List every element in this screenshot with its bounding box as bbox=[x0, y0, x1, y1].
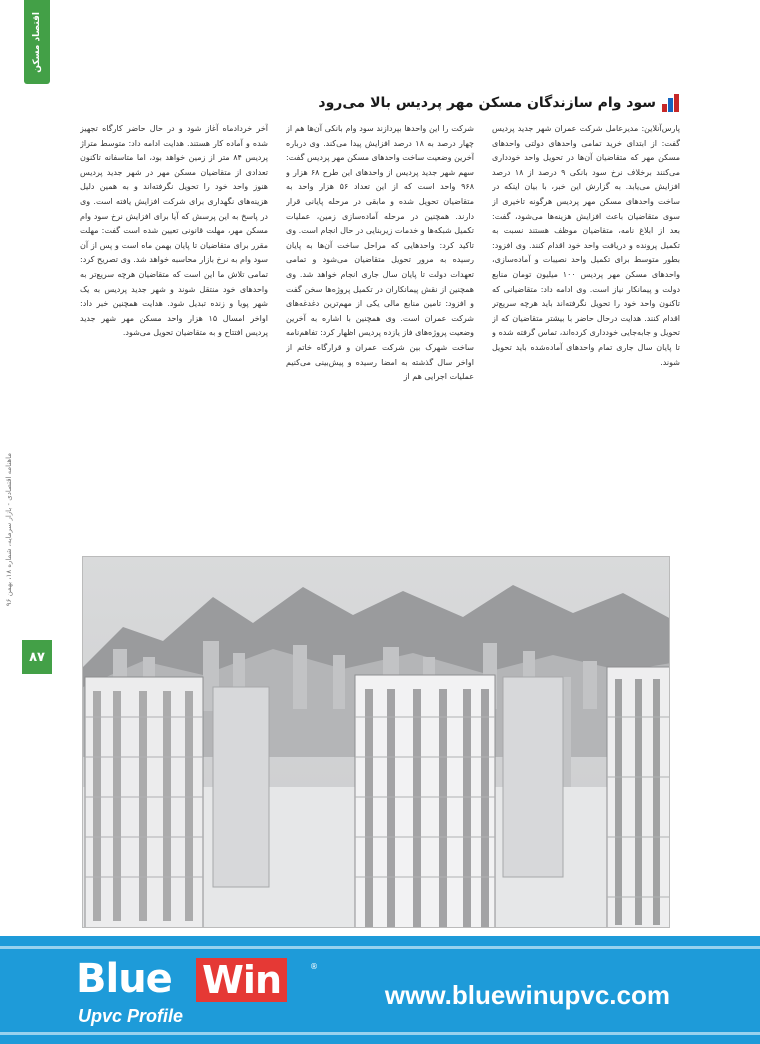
page-number: ۸۷ bbox=[22, 640, 52, 674]
apartment-towers-photo bbox=[83, 557, 670, 928]
banner-stripe bbox=[0, 946, 760, 949]
bluewin-logo bbox=[76, 956, 326, 1036]
logo-trademark: ® bbox=[310, 962, 318, 971]
logo-blue-text: Blue bbox=[76, 956, 172, 1002]
article-headline bbox=[318, 92, 680, 114]
article-column-1 bbox=[492, 122, 680, 550]
logo-win-text: Win bbox=[196, 958, 287, 1002]
advertisement-banner bbox=[0, 936, 760, 1044]
article-title: سود وام سازندگان مسکن مهر پردیس بالا می‌رود bbox=[318, 95, 656, 111]
section-tab-label: اقتصاد مسکن bbox=[32, 11, 42, 73]
article-column-3 bbox=[80, 122, 268, 550]
website-url: www.bluewinupvc.com bbox=[384, 980, 670, 1010]
running-footer-text: ماهنامه اقتصادی - بازار سرمایه، شماره ۱۸، بهمن ۹۶ bbox=[5, 453, 13, 607]
logo-subtitle: Upvc Profile bbox=[78, 1006, 184, 1026]
bar-chart-icon bbox=[662, 94, 680, 112]
article-paragraph: آخر خردادماه آغاز شود و در حال حاضر کارگاه تجهیز شده و آماده کار هستند. هدایت ادامه داد: متوسط متراژ پردیس ۸۴ متر از زمین خواهد بود، اما متاسفانه تاکنون تعدادی از متقاضیان مسکن مهر در شهر جدید پردیس هنوز واحد خود را تحویل نگرفته‌اند و به همین دلیل هزینه‌های نگهداری برای شرکت افزایش یافته است. وی در پاسخ به این پرسش که آیا برای افزایش نرخ سود وام مسکن مهر، مهلت قانونی تعیین شده است گفت: مهلت مقرر برای متقاضیان تا پایان بهمن ماه است و پس از آن سود وام به نرخ بازار محاسبه خواهد شد. وی تصریح کرد: تمامی تلاش ما این است که متقاضیان هرچه سریع‌تر به واحدهای خود منتقل شوند و شهر جدید پردیس به یک شهر پویا و زنده تبدیل شود. هدایت همچنین خبر داد: اواخر امسال ۱۵ هزار واحد مسکن مهر شهر جدید پردیس افتتاح و به متقاضیان تحویل می‌شود. bbox=[80, 124, 268, 338]
article-column-2 bbox=[286, 122, 474, 550]
section-tab bbox=[24, 0, 50, 84]
article-photo bbox=[82, 556, 670, 928]
running-footer bbox=[2, 430, 16, 630]
article-paragraph: پارس‌آنلاین: مدیرعامل شرکت عمران شهر جدید پردیس گفت: از ابتدای خرید تمامی واحدهای دولتی واحدهای مسکن مهر که متقاضیان آن‌ها در تحویل واحد خودداری می‌کنند برخلاف نرخ سود بانکی ۹ درصد از ۱۸ درصد افزایش می‌یابد. به گزارش این خبر، با بیان اینکه در ساخت واحدهای مسکن مهر پردیس هرگونه تاخیری از سوی متقاضیان باعث افزایش هزینه‌ها می‌شود، گفت: بعد از ابلاغ نامه، متقاضیان موظف هستند نسبت به تکمیل پرونده و دریافت واحد خود اقدام کنند. وی افزود: بطور متوسط برای تکمیل واحد نصیبات و آماده‌سازی، واحدهای مسکن مهر پردیس ۱۰۰ میلیون تومان منابع دولت و پیمانکار نیاز است. وی ادامه داد: متقاضیانی که تاکنون واحد خود را تحویل نگرفته‌اند باید هرچه سریع‌تر اقدام کنند. هدایت درحال حاضر با بیشتر متقاضیان که از تحویل و جابه‌جایی خودداری کرده‌اند، تماس گرفته شده و تا پایان سال جاری تمام واحدهای آماده‌شده باید تحویل شوند. bbox=[492, 124, 680, 367]
article-body bbox=[80, 122, 680, 550]
article-paragraph: شرکت را این واحدها بپردازند سود وام بانکی آن‌ها هم از چهار درصد به ۱۸ درصد افزایش پیدا می‌کند. وی درباره آخرین وضعیت ساخت واحدهای مسکن مهر پردیس گفت: سهم شهر جدید پردیس از واحدهای این طرح ۶۸ هزار و ۹۶۸ واحد است که از این تعداد ۵۶ هزار واحد به متقاضیان تحویل شده و مابقی در مرحله پایانی قرار دارند. همچنین در مرحله آماده‌سازی زمین، عملیات تکمیل شبکه‌ها و خدمات زیربنایی در حال انجام است. وی تاکید کرد: واحدهایی که مراحل ساخت آن‌ها به پایان رسیده به مرور تحویل متقاضیان می‌شود و تمامی تعهدات دولت تا پایان سال جاری انجام خواهد شد. وی همچنین از نقش پیمانکاران در تکمیل پروژه‌ها سخن گفت و افزود: تامین منابع مالی یکی از مهم‌ترین دغدغه‌های شرکت عمران است. وی همچنین با اشاره به آخرین وضعیت پروژه‌های فاز یازده پردیس اظهار کرد: تفاهم‌نامه ساخت شهرک بین شرکت عمران و قرارگاه خاتم از اواخر سال گذشته به امضا رسیده و پیش‌بینی می‌کنیم عملیات اجرایی هم از bbox=[286, 124, 474, 382]
